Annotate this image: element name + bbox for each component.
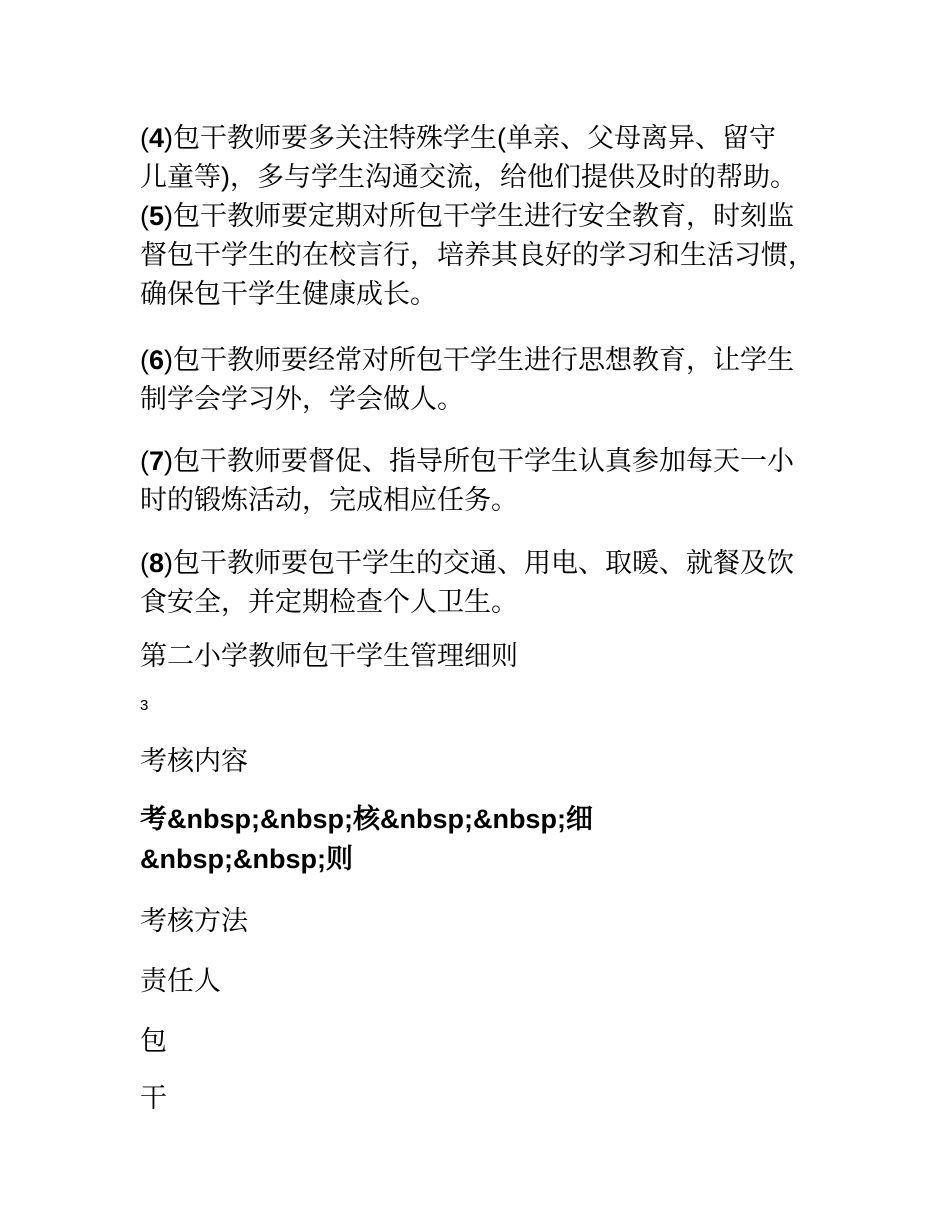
line-text: )包干教师要定期对所包干学生进行安全教育，时刻监 bbox=[164, 201, 795, 231]
line-text: )包干教师要包干学生的交通、用电、取暖、就餐及饮 bbox=[164, 548, 795, 578]
paragraph-number: 7 bbox=[149, 446, 165, 476]
paragraph-line bbox=[140, 197, 830, 236]
paragraph-4-5 bbox=[140, 119, 830, 314]
paragraph-line: 督包干学生的在校言行，培养其良好的学习和生活习惯， bbox=[140, 240, 815, 270]
paragraph-line bbox=[140, 119, 830, 158]
bold-rule-line: 考&nbsp;&nbsp;核&nbsp;&nbsp;细 bbox=[140, 804, 593, 834]
bold-rule-paragraph bbox=[140, 799, 830, 879]
line-text: )包干教师要经常对所包干学生进行思想教育，让学生 bbox=[164, 345, 795, 375]
paren-open: ( bbox=[140, 201, 149, 231]
paragraph-line: 儿童等)，多与学生沟通交流，给他们提供及时的帮助。 bbox=[140, 162, 797, 192]
paragraph-line: 食安全，并定期检查个人卫生。 bbox=[140, 587, 518, 617]
paragraph-number: 6 bbox=[149, 345, 165, 375]
line-text: )包干教师要督促、指导所包干学生认真参加每天一小 bbox=[164, 446, 795, 476]
paragraph-number: 8 bbox=[149, 548, 165, 578]
bold-rule-line: &nbsp;&nbsp;则 bbox=[140, 844, 353, 874]
paren-open: ( bbox=[140, 548, 149, 578]
paren-open: ( bbox=[140, 123, 149, 153]
paragraph-line: 时的锻炼活动，完成相应任务。 bbox=[140, 485, 518, 515]
word-text: 干 bbox=[140, 1083, 167, 1113]
heading-text: 责任人 bbox=[140, 966, 221, 996]
paragraph-number: 5 bbox=[149, 201, 165, 231]
heading-text: 考核内容 bbox=[140, 746, 248, 776]
heading-text: 考核方法 bbox=[140, 906, 248, 936]
page-number-text: 3 bbox=[140, 697, 149, 714]
word-bao bbox=[140, 1022, 830, 1061]
document-subtitle bbox=[140, 637, 830, 676]
word-text: 包 bbox=[140, 1026, 167, 1056]
paragraph-7 bbox=[140, 442, 830, 520]
paragraph-line bbox=[140, 341, 830, 380]
paragraph-line: 制学会学习外，学会做人。 bbox=[140, 384, 464, 414]
paragraph-line bbox=[140, 544, 830, 583]
line-text: )包干教师要多关注特殊学生(单亲、父母离异、留守 bbox=[164, 123, 777, 153]
heading-assess-content bbox=[140, 742, 830, 781]
subtitle-text: 第二小学教师包干学生管理细则 bbox=[140, 641, 518, 671]
page-number bbox=[140, 695, 830, 717]
heading-responsible-person bbox=[140, 962, 830, 1001]
paragraph-number: 4 bbox=[149, 123, 165, 153]
paragraph-8 bbox=[140, 544, 830, 622]
heading-assess-method bbox=[140, 902, 830, 941]
paragraph-line bbox=[140, 442, 830, 481]
paragraph-6 bbox=[140, 341, 830, 419]
paren-open: ( bbox=[140, 345, 149, 375]
word-gan bbox=[140, 1079, 830, 1118]
paren-open: ( bbox=[140, 446, 149, 476]
paragraph-line: 确保包干学生健康成长。 bbox=[140, 279, 437, 309]
